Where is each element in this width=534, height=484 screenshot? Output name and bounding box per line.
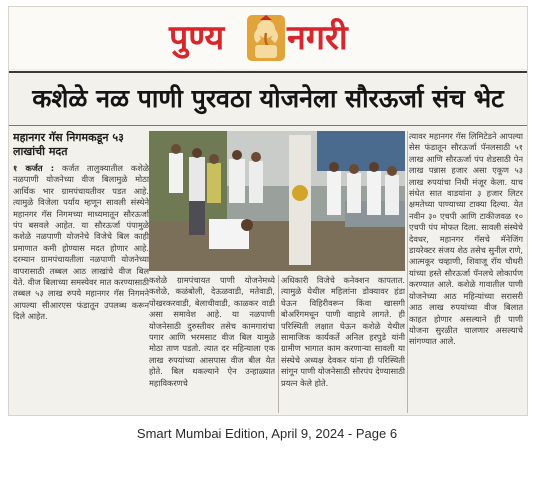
headline-divider — [9, 125, 527, 126]
article-column-1 — [13, 131, 149, 411]
masthead — [9, 7, 527, 69]
article-subheadline: महानगर गॅस निगमकडून ५३ लाखांची मदत — [13, 131, 124, 158]
article-column-1-text: कर्जत तालुक्यातील कशेळे नळपाणी योजनेच्या वीज बिलामुळे मोठा आर्थिक भार ग्रामपंचायतीवर पडत आहे. त्यामुळे विजेला पर्याय म्हणून सावली संस्थेने महानगर गॅस निगमच्या माध्यमातून सौरऊर्जा पंप बसवले आहेत. या सौरऊर्जा पंपामुळे कशेळे नळपाणी योजनेचे विजेचे बिल काही प्रमाणात कमी होण्यास मदत होणार आहे. दरम्यान ग्रामपंचायतीला नळपाणी योजनेच्या वापरासाठी तब्बल आठ लाखांचे वीज बिल येते. वीज बिलाच्या समस्येवर मात करण्यासाठी तब्बल ५३ लाख रुपये महानगर गॅस निगमने आपल्या सीआरएस फंडातून उपलब्ध करून दिले आहेत. — [13, 163, 149, 322]
column-divider — [407, 131, 408, 413]
article-photo — [149, 131, 405, 271]
masthead-title-right: नगरी — [287, 18, 348, 58]
article-column-3-text: अधिकारी विजेचे कनेक्शन कापतात. त्यामुळे येथील महिलांना डोक्यावर हंडा घेऊन विहिरीवरून किंवा खासगी बोअरिंगमधून पाणी वाहावे लागते. ही परिस्थिती लक्षात घेऊन कशेळे येथील सामाजिक कार्यकर्ते अनिल हरपुडे यांनी ग्रामीण भागात काम करणाऱ्या सावली या संस्थेचे अध्यक्ष देवकर यांना ही परिस्थिती सांगून पाणी योजनेसाठी सौरपंप देण्यासाठी प्रयत्न केले होते. — [281, 275, 405, 388]
column-divider — [278, 275, 279, 413]
article-headline: कशेळे नळ पाणी पुरवठा योजनेला सौरऊर्जा संच भेट — [32, 84, 504, 113]
newspaper-clipping — [8, 6, 528, 416]
article-column-4 — [409, 131, 523, 413]
masthead-divider — [9, 71, 527, 73]
article-column-3 — [281, 275, 405, 413]
masthead-title-left: पुण्य — [169, 18, 225, 58]
article-dateline: १ कर्जत : — [13, 163, 55, 173]
article-column-2-text: कशेळे ग्रामपंचायत पाणी योजनेमध्ये कशेळे, कळंबोली, देऊळवाडी, मतेवाडी, पोखरकरवाडी, बेलाचीवाडी, काळकर वाडी असा समावेश आहे. या नळपाणी योजनेसाठी दुरुस्तीवर तसेच कामगारांचा पगार आणि भरमसाट वीज बिल यामुळे मोठा ताण पडतो. त्यात दर महिन्याला एक लाख रुपयांच्या आसपास वीज बील येत होते. बिल थकल्याने ऐन उन्हाळ्यात महाविकरणचे — [149, 275, 275, 388]
ganesha-icon — [245, 13, 287, 63]
article-column-2 — [149, 275, 275, 413]
article-column-4-text: त्यावर महानगर गॅस लिमिटेडने आपल्या सेस फंडातून सौरऊर्जा पॅनलसाठी ५१ लाख आणि सौरऊर्जा पंप शेडसाठी पेन लाख पन्नास हजार असा एकूण ५३ लाख रुपयांचा निधी मंजूर केला. याच संधेत सात वाडयांना ३ हजार लिटर क्षमतेच्या पाण्याच्या टाक्या दिल्या. येत नवीन ३० एचपी आणि टाकीजवळ १० एचपी पंप मोफत दिला. सावली संस्थेचे देवधर, महानगर गॅसचे मॅनेजिंग डायरेक्टर संजय शेठ तसेच सुनील राणे, आत्मकूर चव्हाणी, शिवाजू रॉय चौधरी यांच्या हस्ते सौरऊर्जा पॅनलचे लोकार्पण करण्यात आले. कशेळे गावातील पाणी योजनेच्या आठ महिन्यांच्या सरासरी आठ लाख रुपयांच्या वीज बिलात काहत होणार असल्याने ही पाणी योजना सुरळीत चालणार असल्याचे सांगण्यात आले. — [409, 131, 523, 347]
article-photo-image — [149, 131, 405, 271]
edition-caption: Smart Mumbai Edition, April 9, 2024 - Page 6 — [136, 426, 398, 441]
